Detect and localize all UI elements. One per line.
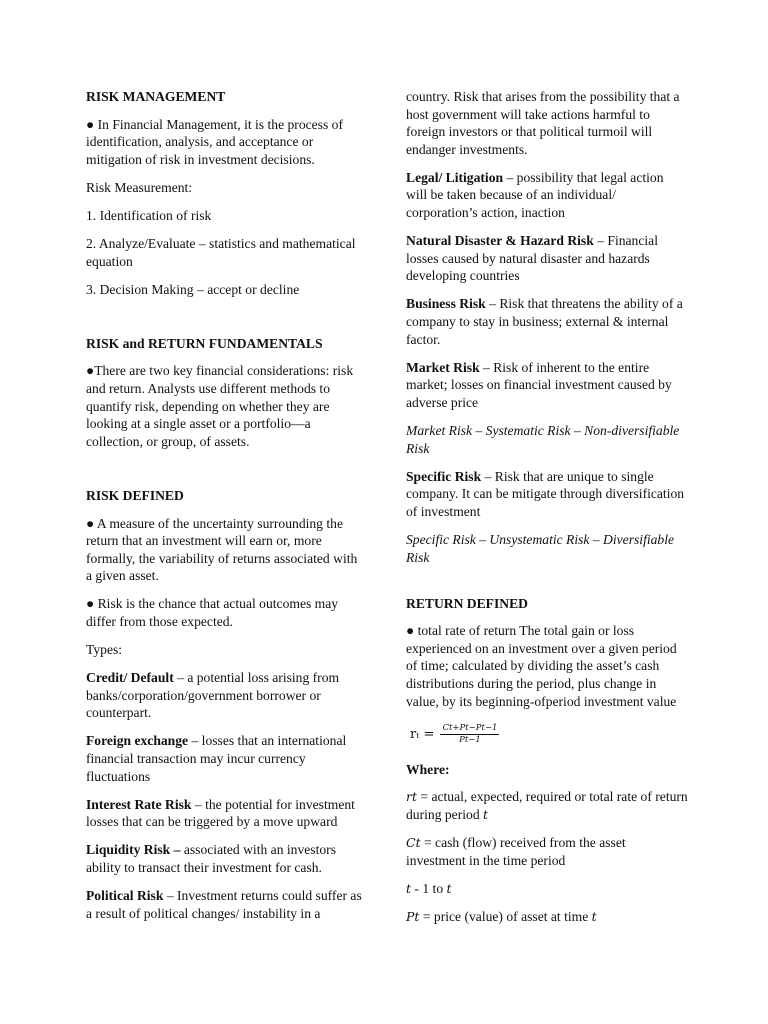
market-risk-note [406, 422, 688, 457]
risk-type-market [406, 359, 688, 412]
fundamentals-heading: RISK and RETURN FUNDAMENTALS [86, 335, 323, 351]
right-column [406, 88, 688, 936]
risk-type-term: Credit/ Default [86, 670, 174, 686]
risk-type-natural-disaster [406, 232, 688, 285]
return-defined-bullet: ● total rate of return The total gain or loss experienced on an investment over a given period of time; calculated by dividing the asset’s cash distributions during the period, plus change in value, by its beginning-ofperiod investment value [406, 623, 677, 709]
left-column [86, 88, 366, 933]
risk-type-political [86, 887, 366, 922]
fundamentals-paragraph: ●There are two key financial considerations: risk and return. Analysts use different methods to quantify risk, depending on whether they are looking at a single asset or a portfolio—a collection, or group, of assets. [86, 363, 354, 449]
definition-tail: t [446, 880, 452, 896]
measurement-step-2: 2. Analyze/Evaluate – statistics and mathematical equation [86, 236, 356, 269]
risk-type-desc: – Risk that threatens the ability of a company to stay in business; external & internal factor. [406, 296, 683, 347]
definition-text: = cash (flow) received from the asset investment in the time period [406, 835, 626, 868]
risk-type-specific [406, 468, 688, 521]
definition-tail: t [483, 806, 489, 822]
risk-defined-bullet-2: ● Risk is the chance that actual outcomes may differ from those expected. [86, 596, 339, 629]
risk-type-term: Liquidity Risk – [86, 842, 181, 858]
risk-defined-heading: RISK DEFINED [86, 487, 184, 503]
risk-type-desc: associated with an investors ability to transact their investment for cash. [86, 842, 336, 875]
risk-defined-bullet-1: ● A measure of the uncertainty surrounding the return that an investment will earn or, more formally, the variability of returns associated with a given asset. [86, 515, 358, 584]
risk-type-term: Natural Disaster & Hazard Risk [406, 233, 594, 249]
risk-type-desc: – the potential for investment losses that can be triggered by a move upward [86, 796, 355, 830]
formula-denominator: Pt−1 [459, 735, 481, 746]
measurement-step-1: 1. Identification of risk [86, 207, 212, 223]
risk-type-term: Political Risk [86, 888, 164, 904]
risk-type-credit [86, 669, 366, 722]
definition-text: = actual, expected, required or total rate of return during period [406, 789, 688, 822]
risk-type-interest-rate [86, 796, 366, 831]
specific-risk-note [406, 531, 688, 566]
risk-type-desc: – a potential loss arising from banks/corporation/government borrower or counterpart. [86, 670, 340, 721]
measurement-step-3: 3. Decision Making – accept or decline [86, 281, 300, 297]
definition-text: = price (value) of asset at time [419, 908, 592, 924]
return-formula [410, 721, 688, 749]
risk-measurement-label: Risk Measurement: [86, 179, 193, 195]
risk-management-heading: RISK MANAGEMENT [86, 89, 226, 104]
risk-type-foreign-exchange [86, 732, 366, 785]
definition-text: - 1 to [411, 880, 447, 896]
formula-numerator: Ct+Pt−Pt−1 [442, 723, 498, 734]
definition-symbol: Pt [406, 908, 420, 924]
definition-symbol: rt [406, 789, 417, 805]
risk-type-desc: – Investment returns could suffer as a result of political changes/ instability in a [86, 888, 362, 921]
risk-type-liquidity [86, 841, 366, 876]
risk-type-desc: – Risk that are unique to single company. It can be mitigate through diversification of investment [406, 468, 685, 519]
definition-symbol: Ct [406, 835, 421, 850]
risk-management-definition: ● In Financial Management, it is the process of identification, analysis, and acceptance or mitigation of risk in investment decisions. [86, 116, 343, 167]
risk-type-legal [406, 169, 688, 222]
risk-type-desc: – losses that an international financial transaction may incur currency fluctuations [86, 733, 347, 784]
definition-pt [406, 908, 688, 926]
risk-type-term: Interest Rate Risk [86, 796, 192, 812]
where-label: Where: [406, 761, 450, 777]
risk-type-term: Business Risk [406, 296, 486, 312]
risk-type-term: Legal/ Litigation [406, 169, 504, 185]
risk-type-desc: – Risk of inherent to the entire market; losses on financial investment caused by adverse price [406, 359, 672, 410]
return-defined-heading: RETURN DEFINED [406, 595, 528, 611]
risk-type-business [406, 295, 688, 348]
risk-type-desc: – Financial losses caused by natural disaster and hazards developing countries [406, 233, 658, 284]
specific-risk-note-text: Specific Risk – Unsystematic Risk – Diversifiable Risk [406, 531, 675, 565]
definition-rt [406, 788, 688, 823]
definition-ct [406, 834, 688, 869]
risk-type-term: Foreign exchange [86, 733, 189, 749]
types-label: Types: [86, 642, 123, 658]
risk-type-desc: – possibility that legal action will be taken because of an individual/ corporation’s action, inaction [406, 169, 664, 221]
risk-type-term: Market Risk [406, 359, 480, 375]
political-risk-continued: country. Risk that arises from the possibility that a host government will take actions harmful to foreign investors or that political turmoil will endanger investments. [406, 89, 680, 157]
definition-tail: t [591, 908, 597, 924]
definition-symbol: t [406, 880, 412, 896]
definition-period [406, 880, 688, 898]
formula-fraction [440, 723, 499, 746]
risk-type-term: Specific Risk [406, 468, 482, 484]
formula-lhs: rₜ = [410, 726, 435, 742]
market-risk-note-text: Market Risk – Systematic Risk – Non-diversifiable Risk [406, 423, 680, 456]
